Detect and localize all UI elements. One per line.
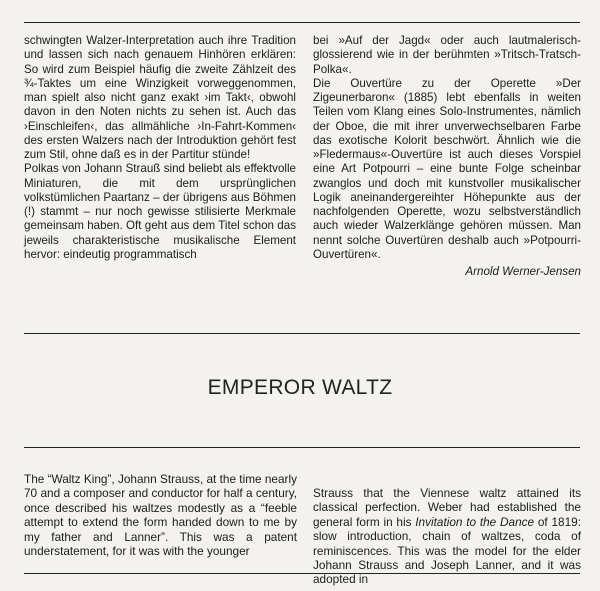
english-text: Strauss that the Viennese waltz attained its classical perfection. Weber had established the general form in his (313, 486, 581, 529)
bottom-rule (24, 573, 580, 574)
section-rule-upper (24, 333, 580, 334)
section-heading: EMPEROR WALTZ (207, 376, 393, 399)
english-left-column (24, 472, 297, 558)
english-right-column (313, 486, 581, 587)
german-right-column (313, 34, 581, 279)
english-text: of 1819: slow introduction, chain of waltzes, coda of reminiscences. This was the model for the elder Johann Strauss and Joseph Lanner, and it was adopted in (313, 514, 581, 587)
work-title: Invitation to the Dance (415, 514, 535, 529)
german-paragraph: Die Ouvertüre zu der Operette »Der Zigeunerbaron« (1885) lebt ebenfalls in weiten Teilen vom Klang eines Solo-Instrumentes, nämlich der Oboe, die mit ihrer unverwechselbaren Farbe das exotische Kolorit beschwört. Ähnlich wie die »Fledermaus«-Ouvertüre ist auch dieses Vorspiel eine Art Potpourri – eine bunte Folge scheinbar zwanglos und doch mit kunstvoller musikalischer Logik aneinandergereihter Höhepunkte aus der nachfolgenden Operette, wozu selbstverständlich auch wieder Walzerklänge gehören müssen. Man nennt solche Ouvertüren deshalb auch »Potpourri-Ouvertüren«. (313, 76, 581, 261)
english-paragraph: The “Waltz King”, Johann Strauss, at the time nearly 70 and a composer and conductor for half a century, once described his waltzes modestly as a “feeble attempt to extend the form handed down to me by my father and Lanner”. This was a patent understatement, for it was with the younger (24, 472, 297, 559)
section-rule-lower (24, 447, 580, 448)
german-paragraph: Polkas von Johann Strauß sind beliebt als effektvolle Miniaturen, die mit dem ursprünglichen volkstümlichen Paartanz – der übrigens aus Böhmen (!) stammt – nur noch gewisse stilisierte Merkmale gemeinsam haben. Oft geht aus dem Titel schon das jeweils charakteristische musikalische Element hervor: eindeutig programmatisch (24, 162, 296, 261)
german-paragraph: bei »Auf der Jagd« oder auch lautmalerisch-glossierend wie in der berühmten »Tritsch-Tratsch-Polka«. (313, 34, 581, 76)
author-signature: Arnold Werner-Jensen (465, 265, 581, 278)
german-left-column (24, 34, 296, 262)
top-rule (24, 22, 580, 23)
german-paragraph: schwingten Walzer-Interpretation auch ihre Tradition und lassen sich nach genauem Hinhören erklären: So wird zum Beispiel häufig die zweite Zählzeit des ¾-Taktes um eine Winzigkeit vorweggenommen, man spielt also nicht ganz exakt ›im Takt‹, obwohl davon in den Noten nichts zu sehen ist. Auch das ›Einschleifen‹, das allmähliche ›In-Fahrt-Kommen‹ des ersten Walzers nach der Introduktion gehört fest zum Stil, ohne daß es in der Partitur stünde! (24, 34, 296, 161)
english-paragraph (313, 486, 581, 587)
